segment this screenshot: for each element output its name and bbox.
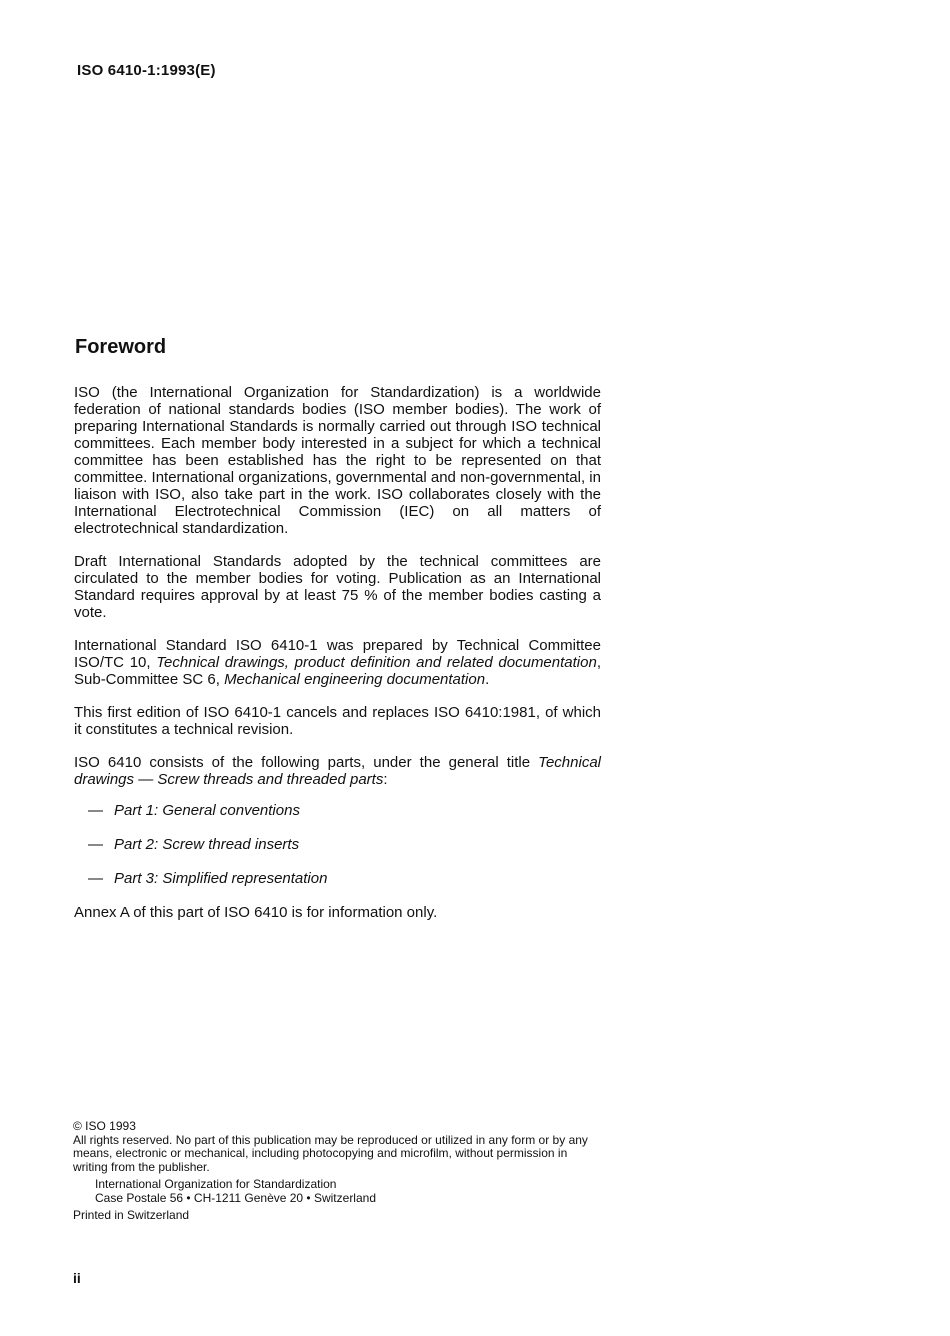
parts-list: [74, 802, 601, 887]
page-number: ii: [73, 1270, 81, 1286]
copyright-line: © ISO 1993: [73, 1119, 136, 1133]
printed-location: Printed in Switzerland: [73, 1208, 190, 1222]
part-label: Part 3: Simplified representation: [114, 870, 328, 887]
p5-text-c: :: [383, 771, 388, 788]
organization-address: Case Postale 56 • CH-1211 Genève 20 • Switzerland: [95, 1190, 376, 1205]
foreword-body: [74, 384, 601, 937]
list-dash: —: [88, 836, 103, 853]
subcommittee-title: Mechanical engineering documentation: [224, 671, 486, 688]
foreword-paragraph-4: This first edition of ISO 6410-1 cancels and replaces ISO 6410:1981, of which it constitutes a technical revision.: [74, 704, 601, 738]
p3-text-e: .: [485, 671, 490, 688]
general-title: Technical drawings — Screw threads and threaded parts: [74, 754, 601, 788]
p3-text-c: , Sub-Committee SC 6,: [74, 654, 601, 688]
list-dash: —: [88, 870, 103, 887]
foreword-paragraph-6: Annex A of this part of ISO 6410 is for information only.: [74, 904, 438, 921]
list-dash: —: [88, 802, 103, 819]
part-label: Part 1: General conventions: [114, 802, 300, 819]
p3-text-a: International Standard ISO 6410-1 was prepared by Technical Committee ISO/TC 10,: [74, 637, 601, 671]
foreword-paragraph-1: ISO (the International Organization for Standardization) is a worldwide federation of national standards bodies (ISO member bodies). The work of preparing International Standards is normally carried out through ISO technical committees. Each member body interested in a subject for which a technical committee has been established has the right to be represented on that committee. International organizations, governmental and non-governmental, in liaison with ISO, also take part in the work. ISO collaborates closely with the International Electrotechnical Commission (IEC) on all matters of electrotechnical standardization.: [74, 384, 601, 537]
foreword-heading: Foreword: [75, 336, 167, 358]
foreword-paragraph-3: [74, 637, 601, 688]
document-identifier: ISO 6410-1:1993(E): [77, 62, 216, 79]
list-item: [88, 870, 601, 887]
part-label: Part 2: Screw thread inserts: [114, 836, 300, 853]
list-item: [88, 836, 601, 853]
foreword-paragraph-5: [74, 754, 601, 788]
foreword-paragraph-2: Draft International Standards adopted by the technical committees are circulated to the member bodies for voting. Publication as an International Standard requires approval by at least 75 % of the member bodies casting a vote.: [74, 553, 601, 621]
rights-statement: All rights reserved. No part of this publication may be reproduced or utilized in any form or by any means, electronic or mechanical, including photocopying and microfilm, without permission in writing from the publisher.: [73, 1132, 588, 1174]
list-item: [88, 802, 601, 819]
committee-title: Technical drawings, product definition and related documentation: [156, 654, 597, 671]
copyright-block: [73, 1120, 603, 1223]
p5-text-a: ISO 6410 consists of the following parts, under the general title: [74, 754, 539, 771]
organization-name: International Organization for Standardization: [95, 1177, 337, 1191]
